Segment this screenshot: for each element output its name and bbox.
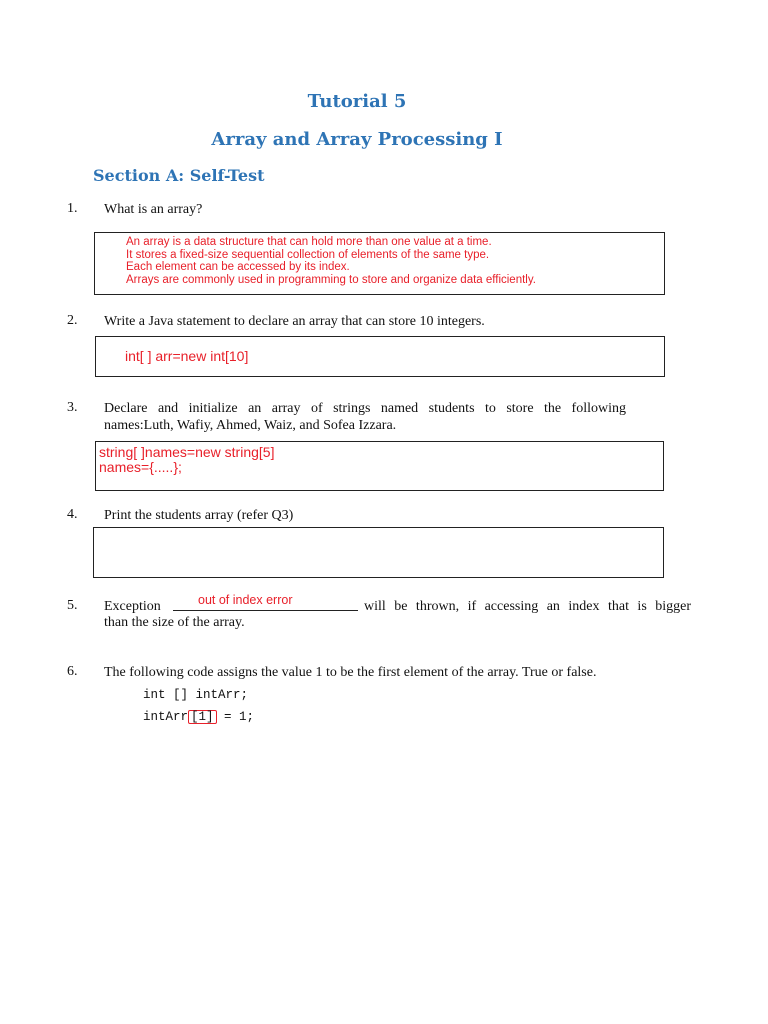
question-3-number: 3. — [67, 400, 78, 415]
answer-3-line: string[ ]names=new string[5] — [99, 444, 275, 460]
answer-blank-5[interactable] — [173, 610, 358, 611]
question-5-number: 5. — [67, 598, 78, 613]
question-5-text-after: will be thrown, if accessing an index that is bigger — [364, 599, 691, 614]
question-1-text: What is an array? — [104, 202, 203, 217]
code-line-2-post: = 1; — [216, 710, 255, 724]
answer-1-line: Arrays are commonly used in programming to store and organize data efficiently. — [126, 273, 536, 286]
tutorial-title: Tutorial 5 — [307, 91, 407, 112]
answer-box-4[interactable] — [93, 527, 664, 578]
question-3-text-line2: names:Luth, Wafiy, Ahmed, Waiz, and Sofea Izzara. — [104, 418, 397, 433]
answer-5-text: out of index error — [198, 593, 293, 607]
answer-3-text — [99, 445, 274, 475]
question-1-number: 1. — [67, 201, 78, 216]
question-3-text-line1: Declare and initialize an array of strings named students to store the following — [104, 401, 626, 416]
question-4-number: 4. — [67, 507, 78, 522]
question-5-text-before: Exception — [104, 599, 161, 614]
code-line-1: int [] intArr; — [143, 688, 249, 702]
answer-1-line: Each element can be accessed by its index. — [126, 261, 350, 274]
answer-1-line: An array is a data structure that can hold more than one value at a time. — [126, 236, 492, 248]
answer-1-text — [126, 236, 536, 286]
answer-2-text: int[ ] arr=new int[10] — [125, 348, 249, 364]
question-5-text-line2: than the size of the array. — [104, 615, 245, 630]
question-6-text: The following code assigns the value 1 to be the first element of the array. True or false. — [104, 665, 597, 680]
question-6-number: 6. — [67, 664, 78, 679]
code-line-2-pre: intArr — [143, 710, 189, 724]
question-2-number: 2. — [67, 313, 78, 328]
question-2-text: Write a Java statement to declare an array that can store 10 integers. — [104, 314, 485, 329]
question-4-text: Print the students array (refer Q3) — [104, 508, 294, 523]
answer-3-line: names={.....}; — [99, 459, 182, 475]
tutorial-subtitle: Array and Array Processing I — [211, 129, 503, 150]
highlighted-index: [1] — [188, 710, 217, 724]
answer-1-line: It stores a fixed-size sequential collection of elements of the same type. — [126, 248, 490, 261]
code-line-2 — [143, 710, 254, 724]
section-heading: Section A: Self-Test — [93, 166, 265, 185]
